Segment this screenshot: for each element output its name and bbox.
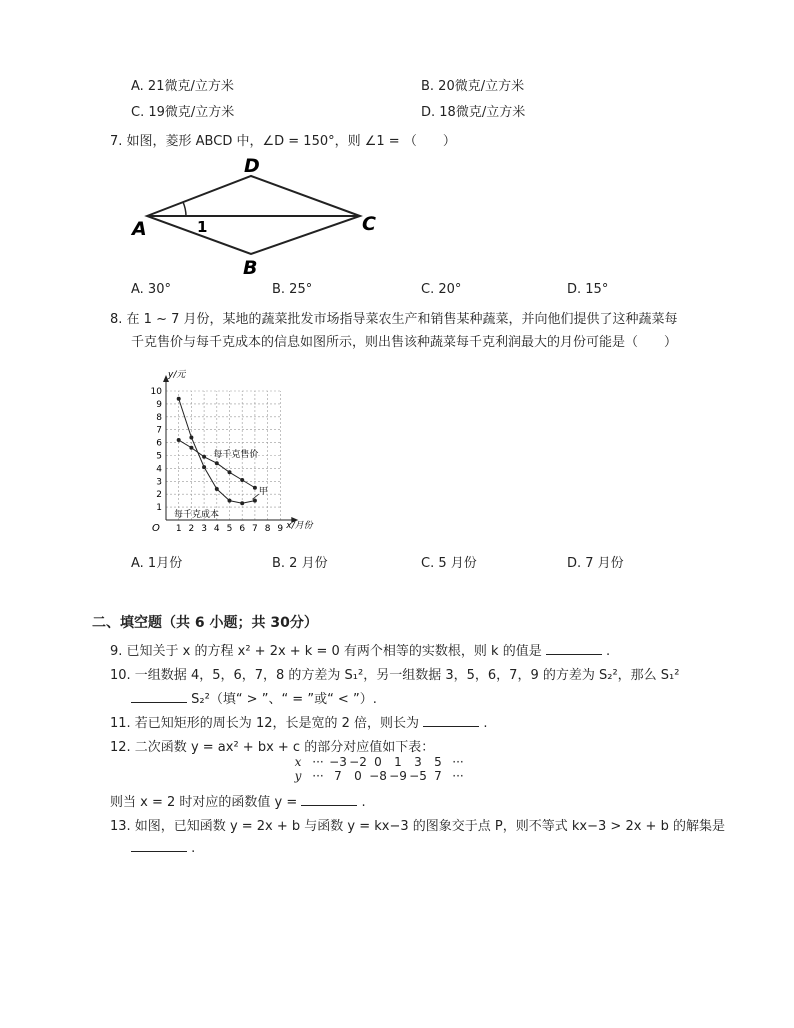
cost-series-point bbox=[177, 397, 181, 401]
q12-ask bbox=[110, 791, 366, 810]
q9 bbox=[110, 640, 610, 659]
annotation-cost: 每千克成本 bbox=[173, 510, 219, 520]
y-tick-label: 7 bbox=[156, 425, 162, 436]
q12-table-row-x: x ··· −3 −2 0 1 3 5 ··· bbox=[294, 755, 464, 769]
x-tick-label: 3 bbox=[201, 524, 207, 534]
q6-option-a: A. 21微克/立方米 bbox=[131, 79, 234, 94]
q8-option-b: B. 2 月份 bbox=[272, 556, 328, 571]
q11 bbox=[110, 712, 487, 731]
annotation-price: 每千克售价 bbox=[213, 449, 259, 460]
q11-text: 11. 若已知矩形的周长为 12，长是宽的 2 倍，则长为 bbox=[110, 716, 420, 731]
q7-option-c: C. 20° bbox=[421, 282, 462, 297]
price-series-point bbox=[240, 478, 244, 482]
q6-option-d: D. 18微克/立方米 bbox=[421, 105, 526, 120]
q11-answer-blank[interactable] bbox=[423, 714, 479, 727]
y-tick-label: 9 bbox=[156, 399, 162, 410]
q13-line1: 13. 如图，已知函数 y = 2x + b 与函数 y = kx−3 的图象交于点 P，则不等式 kx−3 > 2x + b 的解集是 bbox=[110, 819, 725, 834]
y-axis-label: y/元 bbox=[168, 370, 186, 380]
x-tick-label: 7 bbox=[252, 524, 258, 534]
q7-option-d: D. 15° bbox=[567, 282, 609, 297]
q12-stem: 12. 二次函数 y = ax² + bx + c 的部分对应值如下表： bbox=[110, 740, 435, 755]
q10-line1: 10. 一组数据 4，5，6，7，8 的方差为 S₁²，另一组数据 3，5，6，7，9 的方差为 S₂²，那么 S₁² bbox=[110, 668, 680, 683]
rhombus-figure bbox=[120, 150, 390, 278]
q8-option-a: A. 1月份 bbox=[131, 556, 183, 571]
q11-end: . bbox=[483, 716, 488, 731]
y-tick-label: 10 bbox=[150, 387, 162, 397]
price-series-point bbox=[189, 446, 193, 450]
q12-end: . bbox=[361, 795, 366, 810]
x-tick-label: 5 bbox=[226, 524, 233, 534]
price-series-point bbox=[177, 438, 181, 442]
price-cost-chart bbox=[128, 360, 328, 536]
q13-end: . bbox=[191, 841, 196, 856]
q8-stem-line1: 8. 在 1 ~ 7 月份，某地的蔬菜批发市场指导菜农生产和销售某种蔬菜，并向他们提供了这种蔬菜每 bbox=[110, 312, 678, 327]
q6-option-c: C. 19微克/立方米 bbox=[131, 105, 235, 120]
vertex-label-d: D bbox=[244, 155, 260, 177]
cost-series-point bbox=[228, 499, 232, 503]
x-tick-label: 1 bbox=[175, 524, 182, 534]
x-tick-label: 9 bbox=[277, 524, 284, 534]
y-tick-label: 2 bbox=[156, 490, 162, 501]
q12-ask-text: 则当 x = 2 时对应的函数值 y = bbox=[110, 795, 298, 810]
q9-answer-blank[interactable] bbox=[546, 642, 602, 655]
q12-table-row-y: y ··· 7 0 −8 −9 −5 7 ··· bbox=[294, 769, 464, 783]
cost-series-point bbox=[189, 435, 193, 439]
q8-stem-line2: 千克售价与每千克成本的信息如图所示，则出售该种蔬菜每千克利润最大的月份可能是（ ） bbox=[131, 335, 678, 350]
angle-label-1: 1 bbox=[197, 218, 208, 236]
x-tick-label: 2 bbox=[188, 524, 195, 534]
x-tick-label: 4 bbox=[213, 524, 220, 534]
vertex-label-a: A bbox=[132, 218, 147, 240]
q7-option-a: A. 30° bbox=[131, 282, 171, 297]
origin-label: O bbox=[152, 523, 160, 534]
q7-option-b: B. 25° bbox=[272, 282, 313, 297]
q13-answer-blank[interactable] bbox=[131, 839, 187, 852]
price-series-point bbox=[228, 470, 232, 474]
q6-option-b: B. 20微克/立方米 bbox=[421, 79, 525, 94]
q9-end: . bbox=[605, 644, 611, 659]
price-series-point bbox=[215, 461, 219, 465]
annotation-jia: 甲 bbox=[258, 487, 268, 498]
y-tick-label: 6 bbox=[156, 438, 162, 449]
q7-stem: 7. 如图，菱形 ABCD 中，∠D = 150°，则 ∠1 = （ ） bbox=[110, 134, 456, 149]
q13-line2 bbox=[131, 839, 195, 856]
x-tick-label: 6 bbox=[239, 524, 246, 534]
x-tick-label: 8 bbox=[264, 524, 271, 534]
q12-answer-blank[interactable] bbox=[301, 793, 357, 806]
cost-series-point bbox=[240, 501, 244, 505]
q8-option-c: C. 5 月份 bbox=[421, 556, 477, 571]
y-tick-label: 8 bbox=[156, 412, 162, 423]
q9-text: 9. 已知关于 x 的方程 x² + 2x + k = 0 有两个相等的实数根，则 k 的值是 bbox=[110, 644, 542, 659]
cost-series-point bbox=[215, 487, 219, 491]
vertex-label-b: B bbox=[243, 257, 258, 278]
y-tick-label: 3 bbox=[156, 477, 162, 488]
x-axis-label: x/月份 bbox=[286, 521, 313, 531]
price-series-point bbox=[202, 455, 206, 459]
y-tick-label: 4 bbox=[156, 464, 162, 475]
q10-line2 bbox=[131, 688, 377, 707]
price-series-point bbox=[253, 486, 257, 490]
cost-series-point bbox=[253, 499, 257, 503]
cost-series-point bbox=[202, 465, 206, 469]
y-tick-label: 1 bbox=[156, 503, 162, 514]
q10-answer-blank[interactable] bbox=[131, 690, 187, 703]
vertex-label-c: C bbox=[362, 213, 376, 235]
y-tick-label: 5 bbox=[156, 451, 162, 462]
q10-text2: S₂²（填“ > ”、“ = ”或“ < ”）. bbox=[191, 692, 377, 707]
q8-option-d: D. 7 月份 bbox=[567, 556, 624, 571]
section-title-fill-in: 二、填空题（共 6 小题；共 30分） bbox=[92, 615, 318, 631]
